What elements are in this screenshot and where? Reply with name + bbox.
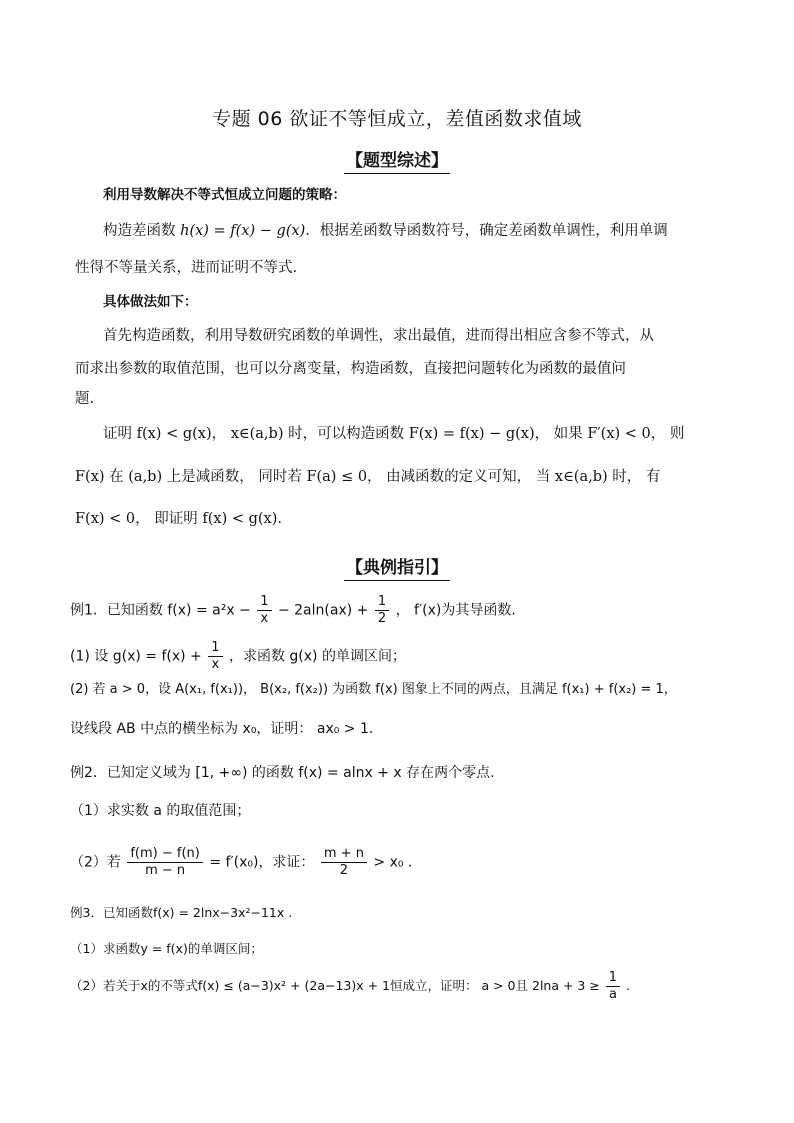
ex2-q2-fraction-2 [321,846,367,879]
ex1-q1-fraction [208,640,222,673]
p1-text-post: ．根据差函数导函数符号，确定差函数单调性，利用单调 [305,223,668,239]
ex1-fraction-2 [375,594,389,627]
strategy-heading: 利用导数解决不等式恒成立问题的策略： [103,187,346,203]
ex3-q2-post: . [626,978,631,993]
ex1-q1-pre: (1) 设 g(x) = f(x) + [70,648,207,665]
ex1-q1-frac-num: 1 [208,640,222,657]
paragraph-3-line-1: 证明 f(x) < g(x)， x∈(a,b) 时，可以构造函数 F(x) = f(x) − g(x)， 如果 F′(x) < 0， 则 [103,426,685,442]
section-heading-examples-text: 【典例指引】 [344,558,450,581]
example-3-q2 [70,970,630,1003]
section-heading-overview [0,146,794,171]
example-1-q1 [70,640,406,673]
paragraph-2-line-2: 而求出参数的取值范围，也可以分离变量，构造函数，直接把问题转化为函数的最值问 [75,361,626,377]
ex2-q2-frac1-den: m − n [145,863,186,878]
ex2-q2-fraction-1 [127,846,203,879]
paragraph-2-line-3: 题. [75,391,95,407]
example-2-q1: （1）求实数 a 的取值范围； [70,803,251,819]
ex2-q2-frac1-num: f(m) − f(n) [127,846,203,863]
p1-text-pre: 构造差函数 [103,223,181,239]
example-1-q2-line-2: 设线段 AB 中点的横坐标为 x₀，证明： ax₀ > 1. [70,721,374,737]
paragraph-3-line-3: F(x) < 0， 即证明 f(x) < g(x). [75,511,282,527]
ex1-post: ， f′(x)为其导函数. [395,602,516,619]
example-3: 例3．已知函数f(x) = 2lnx−3x²−11x . [70,905,293,920]
example-1-q2-line-1: (2) 若 a > 0，设 A(x₁, f(x₁))， B(x₂, f(x₂)) 为函数 f(x) 图象上不同的两点，且满足 f(x₁) + f(x₂) = 1， [70,682,677,697]
ex1-frac2-num: 1 [375,594,389,611]
page-title: 专题 06 欲证不等恒成立，差值函数求值域 [212,108,582,130]
example-2: 例2．已知定义域为 [1, +∞) 的函数 f(x) = alnx + x 存在两个零点. [70,765,495,781]
ex2-q2-mid: = f′(x₀)，求证： [209,854,319,871]
paragraph-3-line-2: F(x) 在 (a,b) 上是减函数， 同时若 F(a) ≤ 0， 由减函数的定义可知， 当 x∈(a,b) 时， 有 [75,469,661,485]
ex1-pre: 例1．已知函数 f(x) = a²x − [70,602,256,619]
ex2-q2-frac2-den: 2 [339,863,349,878]
ex3-q2-frac-num: 1 [606,970,620,987]
ex1-frac1-num: 1 [257,594,271,611]
section-heading-overview-text: 【题型综述】 [344,151,450,174]
ex2-q2-post: > x₀ . [373,854,413,871]
p1-math: h(x) = f(x) − g(x) [180,223,306,239]
ex1-mid: − 2aln(ax) + [277,602,373,619]
paragraph-1-line-2: 性得不等量关系，进而证明不等式. [75,260,298,276]
ex1-frac1-den: x [260,611,269,626]
paragraph-1-line-1 [103,221,668,241]
paragraph-2-line-1: 首先构造函数，利用导数研究函数的单调性，求出最值，进而得出相应含参不等式，从 [103,328,654,344]
example-3-q1: （1）求函数y = f(x)的单调区间； [70,941,263,956]
example-2-q2 [70,846,412,879]
ex3-q2-frac-den: a [608,987,617,1002]
ex1-frac2-den: 2 [377,611,387,626]
section-heading-examples [0,553,794,578]
ex1-fraction-1 [257,594,271,627]
ex2-q2-frac2-num: m + n [321,846,367,863]
ex3-q2-fraction [606,970,620,1003]
example-1 [70,594,516,627]
ex2-q2-pre: （2）若 [70,854,126,871]
ex3-q2-pre: （2）若关于x的不等式f(x) ≤ (a−3)x² + (2a−13)x + 1恒成立，证明： a > 0且 2lna + 3 ≥ [70,978,604,993]
ex1-q1-post: ，求函数 g(x) 的单调区间； [228,648,406,665]
ex1-q1-frac-den: x [211,657,220,672]
method-heading: 具体做法如下： [103,294,198,310]
